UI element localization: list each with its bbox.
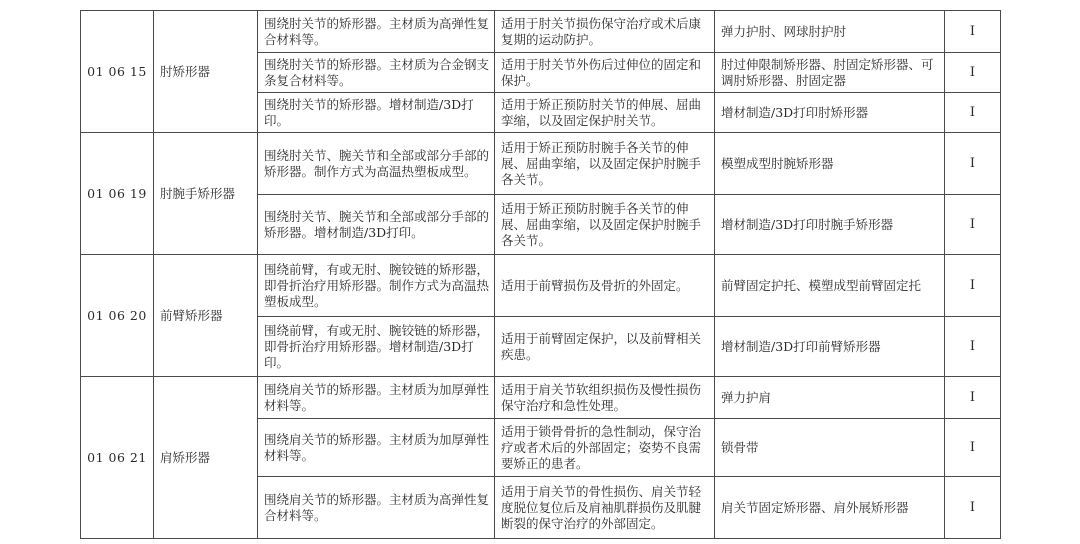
intended-use-cell: 适用于矫正预防肘关节的伸展、屈曲挛缩，以及固定保护肘关节。 xyxy=(495,93,715,133)
table-row xyxy=(81,255,1001,317)
examples-cell: 前臂固定护托、模塑成型前臂固定托 xyxy=(715,255,945,317)
table-row xyxy=(81,377,1001,419)
description-cell: 围绕肘关节的矫形器。主材质为高弹性复合材料等。 xyxy=(258,11,495,53)
class-cell: I xyxy=(945,93,1001,133)
intended-use-cell: 适用于肘关节外伤后过伸位的固定和保护。 xyxy=(495,53,715,93)
regulation-table-sheet xyxy=(80,10,1000,538)
device-classification-table xyxy=(80,10,1001,539)
intended-use-cell: 适用于肩关节软组织损伤及慢性损伤保守治疗和急性处理。 xyxy=(495,377,715,419)
class-cell: I xyxy=(945,53,1001,93)
description-cell: 围绕肩关节的矫形器。主材质为加厚弹性材料等。 xyxy=(258,419,495,477)
table-row xyxy=(81,133,1001,195)
class-cell: I xyxy=(945,477,1001,539)
class-cell: I xyxy=(945,377,1001,419)
examples-cell: 增材制造/3D打印肘矫形器 xyxy=(715,93,945,133)
class-cell: I xyxy=(945,11,1001,53)
intended-use-cell: 适用于前臂固定保护，以及前臂相关疾患。 xyxy=(495,317,715,377)
description-cell: 围绕肘关节的矫形器。增材制造/3D打印。 xyxy=(258,93,495,133)
table-row xyxy=(81,11,1001,53)
examples-cell: 模塑成型肘腕矫形器 xyxy=(715,133,945,195)
group-code-cell: 01 06 19 xyxy=(81,133,154,255)
class-cell: I xyxy=(945,133,1001,195)
intended-use-cell: 适用于锁骨骨折的急性制动，保守治疗或者术后的外部固定；姿势不良需要矫正的患者。 xyxy=(495,419,715,477)
group-code-cell: 01 06 21 xyxy=(81,377,154,539)
description-cell: 围绕肩关节的矫形器。主材质为高弹性复合材料等。 xyxy=(258,477,495,539)
group-name-cell: 肘矫形器 xyxy=(154,11,258,133)
intended-use-cell: 适用于前臂损伤及骨折的外固定。 xyxy=(495,255,715,317)
group-code-cell: 01 06 20 xyxy=(81,255,154,377)
description-cell: 围绕肘关节、腕关节和全部或部分手部的矫形器。制作方式为高温热塑板成型。 xyxy=(258,133,495,195)
description-cell: 围绕肩关节的矫形器。主材质为加厚弹性材料等。 xyxy=(258,377,495,419)
description-cell: 围绕前臂，有或无肘、腕铰链的矫形器，即骨折治疗用矫形器。增材制造/3D打印。 xyxy=(258,317,495,377)
group-name-cell: 前臂矫形器 xyxy=(154,255,258,377)
examples-cell: 弹力护肩 xyxy=(715,377,945,419)
examples-cell: 增材制造/3D打印肘腕手矫形器 xyxy=(715,195,945,255)
description-cell: 围绕前臂，有或无肘、腕铰链的矫形器，即骨折治疗用矫形器。制作方式为高温热塑板成型。 xyxy=(258,255,495,317)
intended-use-cell: 适用于矫正预防肘腕手各关节的伸展、屈曲挛缩，以及固定保护肘腕手各关节。 xyxy=(495,133,715,195)
class-cell: I xyxy=(945,255,1001,317)
intended-use-cell: 适用于矫正预防肘腕手各关节的伸展、屈曲挛缩，以及固定保护肘腕手各关节。 xyxy=(495,195,715,255)
class-cell: I xyxy=(945,419,1001,477)
intended-use-cell: 适用于肘关节损伤保守治疗或术后康复期的运动防护。 xyxy=(495,11,715,53)
examples-cell: 增材制造/3D打印前臂矫形器 xyxy=(715,317,945,377)
class-cell: I xyxy=(945,195,1001,255)
group-name-cell: 肘腕手矫形器 xyxy=(154,133,258,255)
description-cell: 围绕肘关节的矫形器。主材质为合金钢支条复合材料等。 xyxy=(258,53,495,93)
class-cell: I xyxy=(945,317,1001,377)
intended-use-cell: 适用于肩关节的骨性损伤、肩关节轻度脱位复位后及肩袖肌群损伤及肌腱断裂的保守治疗的外部固定。 xyxy=(495,477,715,539)
description-cell: 围绕肘关节、腕关节和全部或部分手部的矫形器。增材制造/3D打印。 xyxy=(258,195,495,255)
group-name-cell: 肩矫形器 xyxy=(154,377,258,539)
examples-cell: 肩关节固定矫形器、肩外展矫形器 xyxy=(715,477,945,539)
examples-cell: 锁骨带 xyxy=(715,419,945,477)
group-code-cell: 01 06 15 xyxy=(81,11,154,133)
examples-cell: 弹力护肘、网球肘护肘 xyxy=(715,11,945,53)
examples-cell: 肘过伸限制矫形器、肘固定矫形器、可调肘矫形器、肘固定器 xyxy=(715,53,945,93)
